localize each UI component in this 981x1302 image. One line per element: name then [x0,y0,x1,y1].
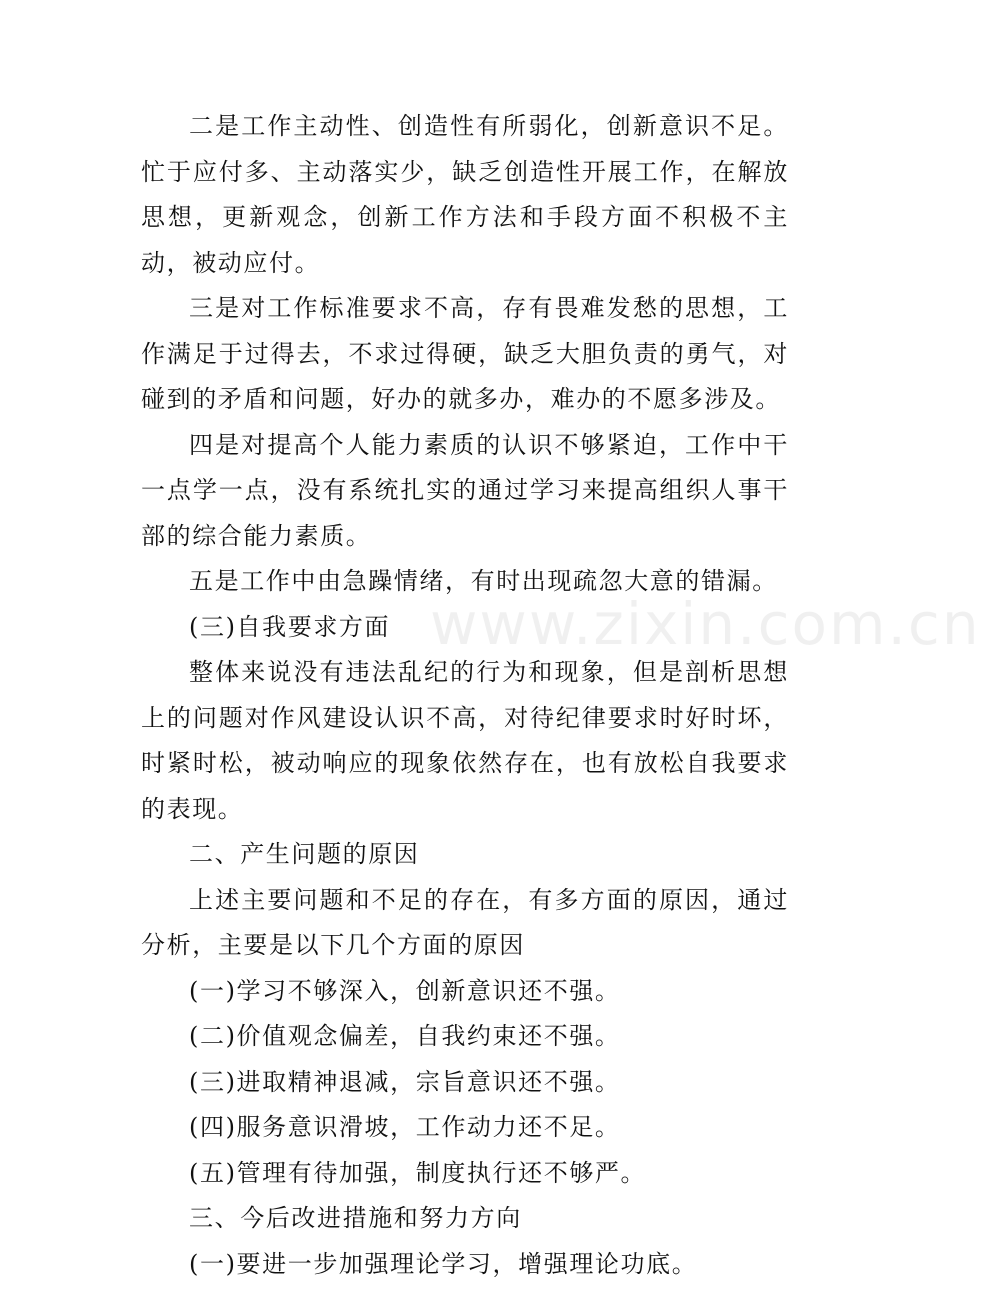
paragraph-ability-quality: 四是对提高个人能力素质的认识不够紧迫，工作中干一点学一点，没有系统扎实的通过学习来提高组织人事干部的综合能力素质。 [141,430,789,550]
paragraph-work-initiative: 二是工作主动性、创造性有所弱化，创新意识不足。忙于应付多、主动落实少，缺乏创造性开展工作，在解放思想，更新观念，创新工作方法和手段方面不积极不主动，被动应付。 [141,112,789,277]
heading-causes: 二、产生问题的原因 [189,840,420,868]
cause-item-2: (二)价值观念偏差，自我约束还不强。 [189,1022,621,1050]
document-body [141,104,789,1287]
measure-item-1: (一)要进一步加强理论学习，增强理论功底。 [189,1249,698,1278]
paragraph-discipline: 整体来说没有违法乱纪的行为和现象，但是剖析思想上的问题对作风建设认识不高，对待纪律要求时好时坏，时紧时松，被动响应的现象依然存在，也有放松自我要求的表现。 [141,658,789,823]
heading-improvement-measures: 三、今后改进措施和努力方向 [189,1204,522,1232]
cause-item-5: (五)管理有待加强，制度执行还不够严。 [189,1158,647,1187]
cause-item-3: (三)进取精神退减，宗旨意识还不强。 [189,1067,621,1096]
watermark: www.zixin.com.cn [430,590,981,658]
subheading-self-requirements: (三)自我要求方面 [189,612,391,641]
cause-item-1: (一)学习不够深入，创新意识还不强。 [189,976,621,1005]
paragraph-work-standards: 三是对工作标准要求不高，存有畏难发愁的思想，工作满足于过得去，不求过得硬，缺乏大胆负责的勇气，对碰到的矛盾和问题，好办的就多办，难办的不愿多涉及。 [141,294,789,413]
paragraph-causes-intro: 上述主要问题和不足的存在，有多方面的原因，通过分析，主要是以下几个方面的原因 [141,885,789,959]
cause-item-4: (四)服务意识滑坡，工作动力还不足。 [189,1113,621,1141]
paragraph-impatience: 五是工作中由急躁情绪，有时出现疏忽大意的错漏。 [189,567,778,595]
